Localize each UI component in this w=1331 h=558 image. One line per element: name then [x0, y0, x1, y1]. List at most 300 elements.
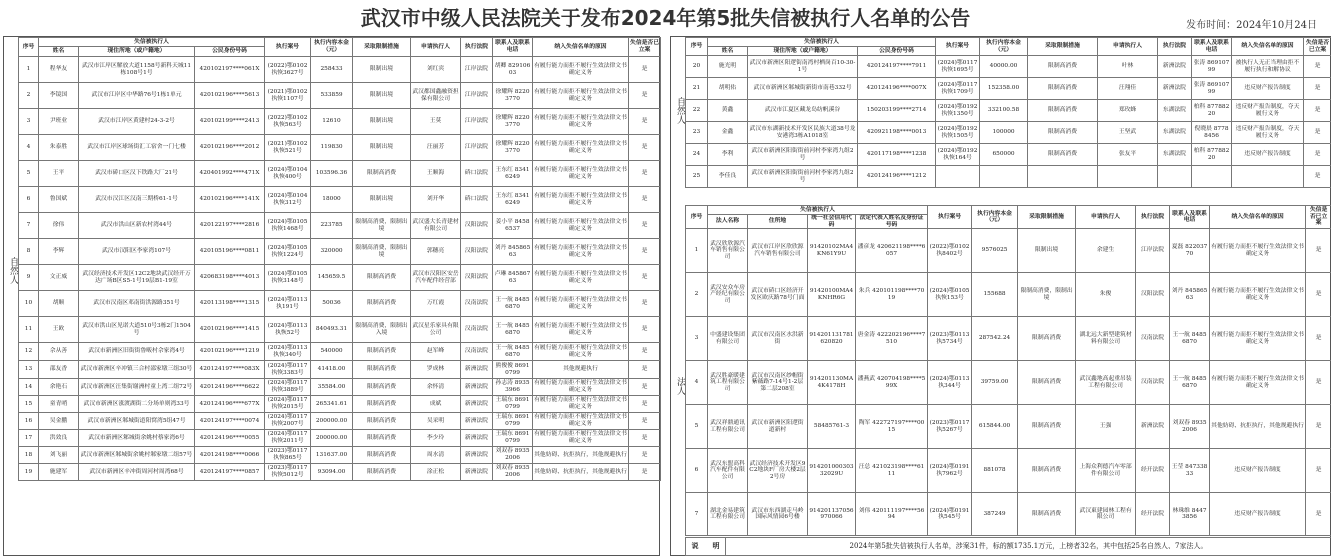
cell-id: 420683198****4013 — [195, 265, 265, 291]
cell-applicant: 万红霞 — [411, 291, 461, 317]
cell-contact: 倪晓晨 87788456 — [1192, 122, 1232, 144]
cell-case: (2024)鄂0192执恢1350号 — [936, 100, 980, 122]
cell-case: (2024)鄂0113执恢52号 — [265, 317, 311, 343]
cell-amount: 131637.00 — [311, 447, 353, 464]
cell-measure: 限制高消费，限制出境 — [353, 239, 411, 265]
cell-contact: 刘双春 89352006 — [1170, 405, 1210, 449]
cell-applicant: 朱俊 — [1076, 273, 1136, 317]
header-measure: 采取限制措施 — [1028, 38, 1098, 56]
cell-court: 新洲法院 — [1158, 56, 1192, 78]
cell-reason: 有履行能力而拒不履行生效法律文书确定义务 — [533, 161, 629, 187]
cell-seq: 3 — [19, 109, 39, 135]
cell-address: 武汉市新洲区邾城街余姚村邾家墩二组57号 — [79, 447, 195, 464]
header-address: 现住所地（或户籍地） — [748, 47, 858, 56]
cell-flag: 是 — [1306, 405, 1331, 449]
cell-applicant: 罗成林 — [411, 361, 461, 379]
cell-name: 武汉东盟高科汽车配件有限公司 — [708, 449, 748, 493]
cell-id: 420102196****141X — [195, 187, 265, 213]
cell-reason: 其他妨碍、抗拒执行，其他规避执行 — [1210, 405, 1306, 449]
cell-court: 江岸法院 — [461, 135, 493, 161]
cell-reason: 有履行能力而拒不履行生效法律文书确定义务 — [533, 379, 629, 396]
cell-amount: 881078 — [972, 449, 1018, 493]
cell-measure: 限制高消费 — [353, 291, 411, 317]
header-contact: 联系人及联系电话 — [1192, 38, 1232, 56]
cell-seq: 3 — [686, 317, 708, 361]
cell-address: 武汉市新洲区阳逻街道新村 — [748, 405, 808, 449]
cell-amount: 223785 — [311, 213, 353, 239]
cell-case: (2024)鄂0117执恢2011号 — [265, 430, 311, 447]
cell-seq: 19 — [19, 464, 39, 481]
header-name: 姓名 — [39, 47, 79, 57]
table-row — [686, 122, 1331, 144]
cell-rep: 陶军 422727197****0015 — [856, 405, 928, 449]
cell-seq: 1 — [19, 57, 39, 83]
cell-id: 420401992****471X — [195, 161, 265, 187]
cell-reason: 被执行人无正当理由拒不履行执行和解协议 — [1232, 56, 1304, 78]
cell-address: 武汉市江岸区解放大道1158号新科天城11栋108号1号 — [79, 57, 195, 83]
cell-reason: 有履行能力而拒不履行生效法律文书确定义务 — [1210, 317, 1306, 361]
cell-seq: 7 — [19, 213, 39, 239]
cell-address: 武汉市东西湖走马岭国际风情园6号楼 — [748, 493, 808, 536]
header-group: 失信被执行人 — [708, 38, 936, 47]
cell-contact: 熊俊俊 86910799 — [493, 361, 533, 379]
cell-seq: 2 — [686, 273, 708, 317]
cell-address: 武汉市新洲区旧街街鲁畈村佘家湾4号 — [79, 343, 195, 361]
cell-flag: 是 — [1304, 100, 1331, 122]
natural-person-label-right: 自然人 — [675, 97, 685, 124]
cell-amount: 18000 — [311, 187, 353, 213]
cell-measure: 限制高消费 — [353, 396, 411, 413]
cell-amount: 145659.5 — [311, 265, 353, 291]
cell-flag: 是 — [1304, 56, 1331, 78]
natural-person-rows-continued — [686, 56, 1331, 188]
cell-measure: 限制出境 — [353, 109, 411, 135]
cell-contact: 王一航 84856870 — [1170, 317, 1210, 361]
cell-amount: 152358.00 — [980, 78, 1028, 100]
table-row — [19, 361, 661, 379]
cell-measure: 限制出境 — [1018, 229, 1076, 273]
table-row — [19, 135, 661, 161]
cell-flag: 是 — [629, 213, 661, 239]
cell-contact: 张涛 86910799 — [1192, 78, 1232, 100]
cell-name: 刘飞丽 — [39, 447, 79, 464]
cell-seq: 14 — [19, 379, 39, 396]
header-reason: 纳入失信名单的原因 — [533, 38, 629, 57]
cell-contact: 王一航 84856870 — [493, 343, 533, 361]
left-table-panel — [3, 36, 660, 556]
cell-case: (2024)鄂0105执恢153号 — [928, 273, 972, 317]
cell-contact: 胡卿 82910603 — [493, 57, 533, 83]
legal-header-clerk: 失信是否已立案 — [1306, 206, 1331, 229]
cell-address: 武汉市新洲区辛冲街周河村周湾68号 — [79, 464, 195, 481]
natural-person-label: 自然人 — [8, 257, 18, 284]
cell-contact: 徐耀辉 82203770 — [493, 135, 533, 161]
cell-id: 420124197****0074 — [195, 413, 265, 430]
header-group: 失信被执行人 — [39, 38, 265, 47]
header-case: 执行案号 — [936, 38, 980, 56]
cell-reason: 有履行能力而拒不履行生效法律文书确定义务 — [533, 239, 629, 265]
cell-id: 420124196****0055 — [195, 430, 265, 447]
cell-flag: 是 — [629, 239, 661, 265]
cell-name: 文正威 — [39, 265, 79, 291]
table-row — [686, 229, 1331, 273]
cell-seq: 4 — [686, 361, 708, 405]
cell-address: 武汉市新洲区邾城街余姚村蔡家湾6号 — [79, 430, 195, 447]
cell-amount: 100000 — [980, 122, 1028, 144]
cell-flag: 是 — [1304, 144, 1331, 166]
cell-address: 武汉市新洲区邾城街新街市南巷332号 — [748, 78, 858, 100]
cell-id: 420122197****2816 — [195, 213, 265, 239]
legal-header-applicant: 申请执行人 — [1076, 206, 1136, 229]
cell-rep: 唐金涛 422202196****7510 — [856, 317, 928, 361]
cell-name: 李利 — [708, 144, 748, 166]
cell-case: (2024)鄂0113执恢340号 — [265, 343, 311, 361]
cell-court: 汉南法院 — [1136, 361, 1170, 405]
cell-reason: 有履行能力而拒不履行生效法律文书确定义务 — [533, 135, 629, 161]
cell-court: 江岸法院 — [461, 83, 493, 109]
cell-address: 武汉市新洲区涨渡湖街二分场单则湾33号 — [79, 396, 195, 413]
cell-flag: 是 — [629, 161, 661, 187]
cell-measure: 限制高消费 — [353, 161, 411, 187]
table-row — [19, 161, 661, 187]
header-amount: 执行内容本金（元） — [980, 38, 1028, 56]
cell-rep: 朱兵 420101198****7019 — [856, 273, 928, 317]
cell-case: (2024)鄂0117执恢2015号 — [265, 396, 311, 413]
cell-case: (2024)鄂0113执344号 — [928, 361, 972, 405]
cell-case: (2024)鄂0117执恢3383号 — [265, 361, 311, 379]
header-measure: 采取限制措施 — [353, 38, 411, 57]
cell-case: (2024)鄂0104执恢312号 — [265, 187, 311, 213]
cell-flag: 是 — [629, 464, 661, 481]
cell-applicant: 成斌 — [411, 396, 461, 413]
cell-applicant: 李少玲 — [411, 430, 461, 447]
table-row — [19, 265, 661, 291]
cell-measure: 限制出境 — [353, 83, 411, 109]
cell-seq: 24 — [686, 144, 708, 166]
table-row — [19, 447, 661, 464]
cell-name: 朱泰胜 — [39, 135, 79, 161]
cell-address: 武汉市新洲区邾城街道阳窝湾5组47号 — [79, 413, 195, 430]
cell-seq: 5 — [686, 405, 708, 449]
cell-name: 邵友香 — [39, 361, 79, 379]
cell-amount: 39759.00 — [972, 361, 1018, 405]
cell-reason: 有履行能力而拒不履行生效法律文书确定义务 — [533, 213, 629, 239]
table-row — [19, 213, 661, 239]
cell-id: 420124196****007X — [858, 78, 936, 100]
cell-applicant: 郑玫蜂 — [1098, 100, 1158, 122]
cell-measure: 限制高消费 — [1028, 144, 1098, 166]
cell-name: 武汉欣欣源汽车销售有限公司 — [708, 229, 748, 273]
cell-amount: 258433 — [311, 57, 353, 83]
cell-case: (2024)鄂0117执恢1709号 — [936, 78, 980, 100]
cell-id: 420117198****1238 — [858, 144, 936, 166]
cell-rep: 汪总 421023198****6111 — [856, 449, 928, 493]
cell-amount: 50036 — [311, 291, 353, 317]
cell-contact: 王瑞东 86910799 — [493, 430, 533, 447]
legal-header-rep: 法定代表人姓名及身份证号码 — [856, 215, 928, 229]
cell-court: 东湖法院 — [1158, 100, 1192, 122]
cell-address: 武汉市汉南区邓南街洪源路351号 — [79, 291, 195, 317]
cell-flag: 是 — [1306, 449, 1331, 493]
cell-case: (2024)鄂0117执恢1695号 — [936, 56, 980, 78]
cell-reason: 有履行能力而拒不履行生效法律文书确定义务 — [533, 343, 629, 361]
cell-address: 武汉市新洲区阳街街前河村李家湾九组2号 — [748, 144, 858, 166]
cell-measure: 限制高消费 — [353, 265, 411, 291]
cell-measure: 限制高消费 — [353, 447, 411, 464]
cell-case: (2024)鄂0105执恢3148号 — [265, 265, 311, 291]
cell-measure: 限制高消费 — [1018, 361, 1076, 405]
cell-name: 洪效良 — [39, 430, 79, 447]
cell-seq: 18 — [19, 447, 39, 464]
cell-case: (2024)鄂0113执191号 — [265, 291, 311, 317]
cell-seq: 10 — [19, 291, 39, 317]
cell-amount: 9576025 — [972, 229, 1018, 273]
cell-id: 420124198****0066 — [195, 447, 265, 464]
cell-court: 新洲法院 — [461, 413, 493, 430]
cell-applicant: 武汉鑫地高起重吊装工程有限公司 — [1076, 361, 1136, 405]
legal-header-code: 统一社会信用代码 — [808, 215, 856, 229]
cell-measure: 限制出境 — [353, 135, 411, 161]
legal-header-case: 执行案号 — [928, 206, 972, 229]
cell-court: 新洲法院 — [461, 361, 493, 379]
right-table-panel — [670, 36, 1331, 556]
table-row — [686, 100, 1331, 122]
cell-reason: 违反财产报告制度 — [1232, 144, 1304, 166]
cell-contact: 王东红 83416249 — [493, 187, 533, 213]
cell-name: 武汉祥鼎通讯工程有限公司 — [708, 405, 748, 449]
cell-contact: 王一航 84856870 — [493, 317, 533, 343]
table-row — [686, 317, 1331, 361]
cell-name: 徐伟 — [39, 213, 79, 239]
cell-case: (2024)鄂0191执7962号 — [928, 449, 972, 493]
cell-name: 王欧 — [39, 317, 79, 343]
cell-address: 武汉市洪山区新农村湾44号 — [79, 213, 195, 239]
table-row — [19, 83, 661, 109]
cell-court: 汉阳法院 — [461, 265, 493, 291]
cell-name: 黄鑫 — [708, 100, 748, 122]
cell-flag: 是 — [629, 135, 661, 161]
cell-measure: 限制出境 — [353, 57, 411, 83]
cell-seq: 21 — [686, 78, 708, 100]
table-row — [19, 430, 661, 447]
cell-contact: 卢琳 84586763 — [493, 265, 533, 291]
cell-reason: 违反财产报告制度 — [1210, 493, 1306, 536]
cell-seq: 5 — [19, 161, 39, 187]
cell-reason: 其他妨碍、抗拒执行，其他规避执行 — [533, 447, 629, 464]
cell-measure: 限制高消费 — [1028, 78, 1098, 100]
cell-measure: 限制出境 — [353, 187, 411, 213]
cell-flag: 是 — [629, 187, 661, 213]
cell-name: 尹班业 — [39, 109, 79, 135]
cell-reason: 违反财产报告制度 — [1210, 449, 1306, 493]
cell-flag: 是 — [629, 361, 661, 379]
cell-case: (2024)鄂0105执恢1468号 — [265, 213, 311, 239]
cell-applicant: 王顺海 — [411, 161, 461, 187]
table-row — [19, 317, 661, 343]
legal-header-amount: 执行内容本金（元） — [972, 206, 1018, 229]
header-case: 执行案号 — [265, 38, 311, 57]
cell-applicant: 余怀清 — [411, 379, 461, 396]
cell-seq: 13 — [19, 361, 39, 379]
cell-court: 汉阳法院 — [461, 239, 493, 265]
cell-case: (2021)鄂0102执恢1107号 — [265, 83, 311, 109]
cell-flag: 是 — [629, 379, 661, 396]
table-row — [19, 239, 661, 265]
header-id: 公民身份号码 — [858, 47, 936, 56]
cell-name: 鲁国斌 — [39, 187, 79, 213]
cell-contact: 夏磊 82203770 — [1170, 229, 1210, 273]
cell-rep: 潘燕武 420704198****599X — [856, 361, 928, 405]
cell-case: (2024)鄂0192执恢1505号 — [936, 122, 980, 144]
cell-flag: 是 — [1306, 361, 1331, 405]
cell-amount: 332100.58 — [980, 100, 1028, 122]
cell-address: 武汉市江岸区球场街汇工宿舍一门七楼 — [79, 135, 195, 161]
legal-header-contact: 联系人及联系电话 — [1170, 206, 1210, 229]
table-row — [19, 413, 661, 430]
cell-seq: 17 — [19, 430, 39, 447]
cell-applicant: 湖北远大新型建筑材料有限公司 — [1076, 317, 1136, 361]
cell-contact: 刘丹 84586563 — [1170, 273, 1210, 317]
cell-address: 武汉市新洲区汪集街谢洲村童上湾二组72号 — [79, 379, 195, 396]
cell-court: 新洲法院 — [1136, 405, 1170, 449]
legal-header-court: 执行法院 — [1136, 206, 1170, 229]
cell-court: 硚口法院 — [461, 187, 493, 213]
cell-case: (2023)鄂0117执恢5012号 — [265, 464, 311, 481]
cell-id: 420124196****6622 — [195, 379, 265, 396]
cell-applicant: 郭穗亮 — [411, 239, 461, 265]
header-id: 公民身份号码 — [195, 47, 265, 57]
cell-contact: 刘丹 84586563 — [493, 239, 533, 265]
header-contact: 联系人及联系电话 — [493, 38, 533, 57]
cell-court — [1158, 166, 1192, 188]
cell-court: 新洲法院 — [461, 464, 493, 481]
header-address: 现住所地（或户籍地） — [79, 47, 195, 57]
cell-applicant: 张友平 — [1098, 144, 1158, 166]
note-table — [685, 537, 1331, 556]
cell-amount: 200000.00 — [311, 413, 353, 430]
table-row — [19, 291, 661, 317]
cell-id: 420102197****061X — [195, 57, 265, 83]
cell-name: 余艳石 — [39, 379, 79, 396]
cell-name: 佘从善 — [39, 343, 79, 361]
cell-seq: 4 — [19, 135, 39, 161]
cell-rep: 刘伟 420111197****5694 — [856, 493, 928, 536]
cell-case: (2021)鄂0102执恢521号 — [265, 135, 311, 161]
cell-seq: 8 — [19, 239, 39, 265]
cell-contact: 姜小平 84586537 — [493, 213, 533, 239]
legal-person-label: 法人 — [675, 377, 685, 395]
cell-name: 李辉 — [39, 239, 79, 265]
cell-applicant: 刘红宾 — [411, 57, 461, 83]
cell-name: 王平 — [39, 161, 79, 187]
cell-case: (2024)鄂0117执恢3889号 — [265, 379, 311, 396]
cell-amount: 287542.24 — [972, 317, 1018, 361]
natural-person-table-continued — [685, 37, 1331, 188]
note-label: 说 明 — [686, 538, 726, 556]
cell-flag: 是 — [629, 430, 661, 447]
cell-flag: 是 — [629, 265, 661, 291]
cell-address: 武汉市硚口区汉下铁路大厂21号 — [79, 161, 195, 187]
table-row — [686, 273, 1331, 317]
cell-court: 新洲法院 — [1158, 78, 1192, 100]
header-reason: 纳入失信名单的原因 — [1232, 38, 1304, 56]
cell-reason: 有履行能力而拒不履行生效法律文书确定义务 — [1210, 273, 1306, 317]
cell-address: 武汉市新洲区阳逻街南湾村栖岗百10-30-1号 — [748, 56, 858, 78]
note-text: 2024年第5批失信被执行人名单，涉案31件，标的额1735.1万元，上榜者32名，其中包括25名自然人、7家法人。 — [726, 538, 1331, 556]
cell-name: 湖北金易建筑工程有限公司 — [708, 493, 748, 536]
cell-address: 武汉市硚口区经济开发区欧庆路78号门面 — [748, 273, 808, 317]
cell-name: 胡顺 — [39, 291, 79, 317]
cell-amount — [980, 166, 1028, 188]
cell-case: (2023)鄂0117执恢865号 — [265, 447, 311, 464]
cell-measure: 限制高消费 — [353, 361, 411, 379]
cell-amount: 93094.00 — [311, 464, 353, 481]
cell-address: 武汉市汉江区汉南三期桥61-1号 — [79, 187, 195, 213]
cell-seq: 6 — [19, 187, 39, 213]
table-row — [686, 361, 1331, 405]
cell-seq: 25 — [686, 166, 708, 188]
cell-reason: 违反财产报告制度，夺天履行义务 — [1232, 100, 1304, 122]
cell-seq: 1 — [686, 229, 708, 273]
cell-court: 新洲法院 — [461, 430, 493, 447]
table-row — [19, 464, 661, 481]
cell-flag: 是 — [629, 109, 661, 135]
table-row — [686, 449, 1331, 493]
cell-id: 420102196****1219 — [195, 343, 265, 361]
cell-address: 武汉市洪山区见诺大道510号3栋2门1504号 — [79, 317, 195, 343]
cell-reason: 有履行能力而拒不履行生效法律文书确定义务 — [533, 413, 629, 430]
cell-name: 胡明佑 — [708, 78, 748, 100]
cell-measure: 限制高消费，限制出境 — [1018, 273, 1076, 317]
header-amount: 执行内容本金（元） — [311, 38, 353, 57]
table-row — [19, 57, 661, 83]
cell-amount: 615844.00 — [972, 405, 1018, 449]
cell-applicant: 武汉東建园林工程有限公司 — [1076, 493, 1136, 536]
cell-address: 武汉市江岸区黄建村24-3-2号 — [79, 109, 195, 135]
cell-address: 武汉市江夏区藏龙岛纺帆溪谷 — [748, 100, 858, 122]
table-row — [19, 343, 661, 361]
cell-case: (2024)鄂0117执恢2007号 — [265, 413, 311, 430]
cell-measure: 限制高消费 — [1018, 405, 1076, 449]
table-row — [686, 405, 1331, 449]
cell-code: 58485761-3 — [808, 405, 856, 449]
cell-applicant: 上海众利德汽车零部件有限公司 — [1076, 449, 1136, 493]
legal-header-group: 失信被执行人 — [708, 206, 928, 215]
cell-flag: 是 — [629, 413, 661, 430]
table-row — [19, 379, 661, 396]
cell-measure: 限制高消费，限制出入境 — [353, 317, 411, 343]
cell-reason: 其他妨碍、抗拒执行，其他规避执行 — [533, 464, 629, 481]
cell-amount: 200000.00 — [311, 430, 353, 447]
cell-amount: 41418.00 — [311, 361, 353, 379]
header-seq: 序号 — [19, 38, 39, 57]
cell-court: 江岸法院 — [461, 57, 493, 83]
cell-address: 武汉市江岸区欣欣源汽车销售有限公司 — [748, 229, 808, 273]
cell-id: 420102199****2413 — [195, 109, 265, 135]
cell-id: 420124196****1212 — [858, 166, 936, 188]
natural-person-table — [18, 37, 661, 481]
legal-header-name: 法人名称 — [708, 215, 748, 229]
cell-flag: 是 — [629, 83, 661, 109]
cell-amount: 540000 — [311, 343, 353, 361]
cell-measure — [1028, 166, 1098, 188]
cell-applicant: 汪翔佳 — [1098, 78, 1158, 100]
cell-amount: 155688 — [972, 273, 1018, 317]
cell-id: 420124197****0857 — [195, 464, 265, 481]
cell-court: 东湖法院 — [1158, 122, 1192, 144]
cell-reason: 有履行能力而拒不履行生效法律文书确定义务 — [533, 57, 629, 83]
cell-applicant: 王莫 — [411, 109, 461, 135]
